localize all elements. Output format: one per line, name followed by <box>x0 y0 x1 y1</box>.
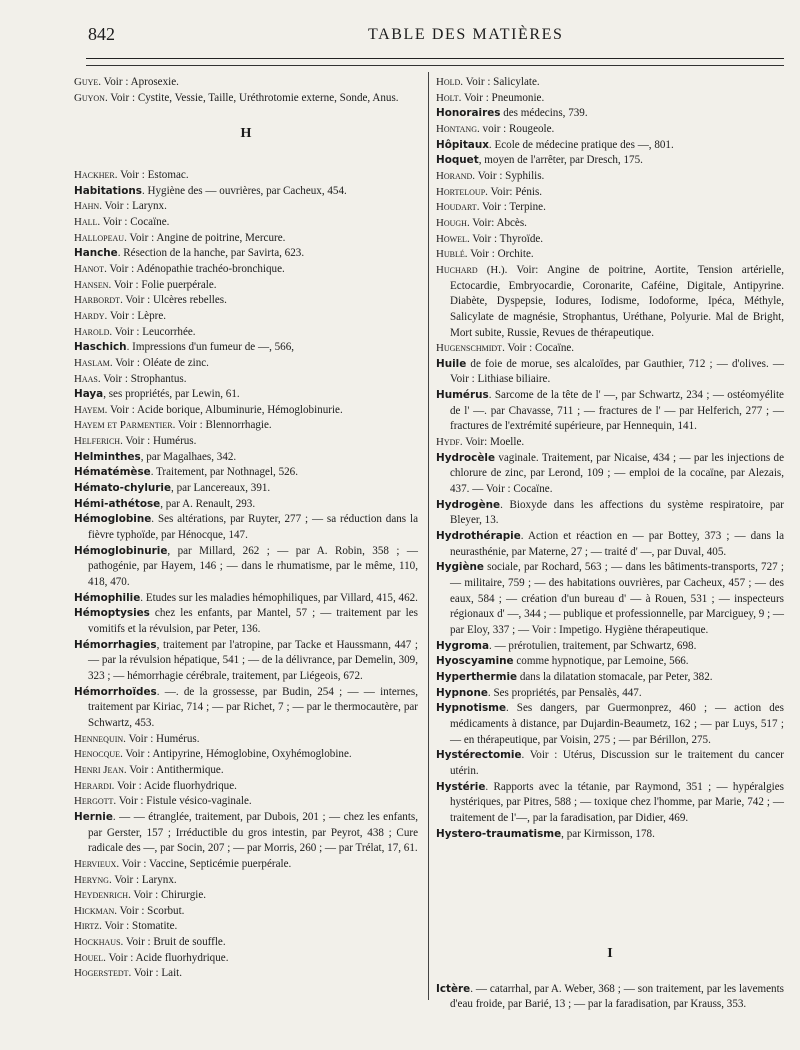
entry-heading: Hémato-chylurie <box>74 482 172 495</box>
index-entry <box>74 951 418 967</box>
entry-text: . Ses dangers, par Guermonprez, 460 ; — action des médicaments à distance, par Dujardin-Beaumetz, 162 ; — par Luys, 517 ; — en thérapeutique, par Voisin, 275 ; — par Bérillon, 275. <box>450 702 784 746</box>
entry-heading: Hergott <box>74 795 114 808</box>
entry-text: . Voir : Pneumonie. <box>458 91 545 104</box>
entry-heading: Hématémèse <box>74 466 151 479</box>
index-entry <box>74 356 418 372</box>
index-entry <box>436 106 784 122</box>
entry-heading: Hennequin <box>74 732 124 745</box>
entry-heading: Hyoscyamine <box>436 655 514 668</box>
entry-heading: Hyperthermie <box>436 670 518 683</box>
entry-heading: Hallopeau <box>74 231 125 244</box>
section-letter-i: I <box>607 946 613 962</box>
entry-heading: Hublé <box>436 248 465 261</box>
index-entry <box>74 418 418 434</box>
entry-heading: Hydf <box>436 436 460 449</box>
index-entry <box>74 857 418 873</box>
entry-heading: Horteloup <box>436 185 486 198</box>
entry-text: . — — étranglée, traitement, par Dubois, 201 ; — chez les enfants, par Gerster, 157 ; Irréductible du gros intestin, par Peyrot, 438 ; Cure radicale des —, par Socin, 207 ; — par Morris, 260 ; — par Trélat, 17, 61. <box>88 810 418 855</box>
index-entry <box>74 763 418 779</box>
entry-text: . Voir: Abcès. <box>466 216 527 229</box>
entry-heading: Henri Jean <box>74 763 124 776</box>
section-letter-h: H <box>240 126 252 142</box>
index-entry <box>74 372 418 388</box>
entry-heading: Hystérie <box>436 780 486 793</box>
running-title: TABLE DES MATIÈRES <box>368 26 564 43</box>
entry-heading: Herardi <box>74 779 112 792</box>
index-entry <box>436 498 784 529</box>
entry-text: chez les enfants, par Mantel, 57 ; — traitement par les vomitifs et la révulsion, par Peter, 136. <box>88 607 418 635</box>
entry-text: . Voir : Vaccine, Septicémie puerpérale. <box>116 857 292 870</box>
index-entry <box>74 606 418 637</box>
index-entry <box>436 169 784 185</box>
index-entry <box>436 654 784 670</box>
entry-text: . Ses altérations, par Ruyter, 277 ; — sa réduction dans la fièvre typhoïde, par Hénocque, 147. <box>88 513 418 542</box>
index-entry <box>436 153 784 169</box>
entry-heading: Hygroma <box>436 639 490 652</box>
index-entry <box>436 639 784 655</box>
index-entry <box>74 747 418 763</box>
index-entry <box>74 919 418 935</box>
index-entry <box>74 184 418 200</box>
index-entry <box>74 450 418 466</box>
entry-text: . Voir : Ulcères rebelles. <box>120 294 227 307</box>
entry-heading: Haas <box>74 372 98 385</box>
entry-heading: Hernie <box>74 810 113 823</box>
entry-text: . Voir : Angine de poitrine, Mercure. <box>124 231 286 244</box>
index-entry <box>74 262 418 278</box>
entry-heading: Hold <box>436 76 461 88</box>
index-entry <box>74 779 418 795</box>
index-entry <box>436 451 784 498</box>
entry-text: . — prérotulien, traitement, par Schwartz, 698. <box>489 639 697 652</box>
entry-heading: Hansen <box>74 278 109 291</box>
entry-text: . Sarcome de la tête de l' —, par Schwartz, 234 ; — ostéomyélite de l' —. par Chavasse, 711 ; — fractures de l' — par Helferich, 277 ; — fractures de l'extrémité supérieure, par Hennequin, 141. <box>450 389 784 433</box>
entry-heading: Hémoglobine <box>74 513 152 526</box>
entry-heading: Hystérectomie <box>436 749 522 762</box>
entry-text: . Action et réaction en — par Bottey, 373 ; — dans la neurasthénie, par Materne, 27 ; — traité d' —, par Duval, 405. <box>450 530 784 558</box>
entry-text: . Traitement, par Nothnagel, 526. <box>150 466 298 479</box>
index-entry <box>74 873 418 889</box>
entry-heading: Huchard (H.) <box>436 263 505 276</box>
entry-heading: Hugenschmidt <box>436 342 503 355</box>
entry-text: . Voir : Utérus, Discussion sur le traitement du cancer utérin. <box>450 749 784 777</box>
entry-text: . voir : Rougeole. <box>476 122 555 135</box>
entry-text: . Voir : Lait. <box>128 967 183 980</box>
entry-heading: Hanot <box>74 262 105 275</box>
index-entry <box>74 732 418 748</box>
entry-heading: Holt <box>436 91 459 104</box>
index-entry <box>436 748 784 779</box>
entry-text: . —. de la grossesse, par Budin, 254 ; — — internes, traitement par Kiriac, 714 ; — par Richet, 7 ; — par le thermocautère, par Schwartz, 453. <box>88 685 418 729</box>
entry-text: , moyen de l'arrêter, par Dresch, 175. <box>478 154 643 167</box>
entry-text: . Voir : Larynx. <box>99 200 167 213</box>
entry-heading: Hémorrhagies <box>74 638 157 651</box>
entry-heading: Hystero-traumatisme <box>436 827 562 840</box>
entry-text: . Bioxyde dans les affections du système respiratoire, par Bleyer, 13. <box>450 498 784 527</box>
index-entry <box>436 232 784 248</box>
index-entry <box>436 185 784 201</box>
entry-heading: Hirtz <box>74 920 100 933</box>
entry-text: . Voir: Angine de poitrine, Aortite, Tension artérielle, Ectocardie, Embryocardie, Coronarite, Caféine, Digitale, Antipyrine. Diabète, Dyspepsie, Iodures, Iodisme, Iodoforme, Ipéca, Méthyle, Salicylate de magnésie, Strophantus, Uréthane, Polyurie. Mal de Bright, Mort subite, Russie, Revues de thérapeutique. <box>450 263 784 339</box>
entry-text: . Voir : Leucorrhée. <box>109 325 196 338</box>
index-entry <box>436 75 784 91</box>
index-entry <box>436 200 784 216</box>
right-post-entries <box>436 982 784 1013</box>
index-entry <box>436 670 784 686</box>
entry-heading: Hayem <box>74 403 105 416</box>
index-entry <box>74 75 418 91</box>
entry-heading: Hervieux <box>74 857 117 870</box>
index-entry <box>436 982 784 1013</box>
entry-text: . Etudes sur les maladies hémophiliques, par Villard, 415, 462. <box>140 591 418 604</box>
entry-heading: Honoraires <box>436 107 501 120</box>
entry-heading: Hall <box>74 215 98 228</box>
entry-text: . Voir : Antithermique. <box>123 763 224 776</box>
entry-heading: Hypnotisme <box>436 702 507 715</box>
index-entry <box>74 935 418 951</box>
entry-text: des médecins, 739. <box>500 107 588 120</box>
entry-heading: Harbordt <box>74 294 121 307</box>
right-entries <box>436 75 784 842</box>
entry-heading: Hardy <box>74 309 105 322</box>
entry-heading: Hémoglobinurie <box>74 544 168 557</box>
entry-heading: Hémoptysies <box>74 607 150 620</box>
entry-text: . Impressions d'un fumeur de —, 566, <box>126 341 295 354</box>
index-entry <box>436 686 784 702</box>
entry-text: . Voir : Estomac. <box>114 168 189 181</box>
entry-heading: Hanche <box>74 247 118 260</box>
entry-heading: Hôpitaux <box>436 138 489 151</box>
entry-text: , par Magalhaes, 342. <box>140 450 237 463</box>
entry-heading: Hough <box>436 216 467 229</box>
entry-text: . Voir : Salicylate. <box>460 76 540 88</box>
entry-text: . Voir : Larynx. <box>108 873 177 886</box>
index-entry <box>436 435 784 451</box>
index-entry <box>74 810 418 857</box>
entry-heading: Haslam <box>74 356 110 369</box>
entry-text: , ses propriétés, par Lewin, 61. <box>103 388 240 401</box>
entry-heading: Hockhaus <box>74 936 121 949</box>
entry-text: . Résection de la hanche, par Savirta, 623. <box>117 247 305 260</box>
entry-heading: Guye <box>74 76 99 88</box>
header-rule-thick <box>86 58 784 59</box>
index-entry <box>436 341 784 357</box>
entry-text: . Voir : Folie puerpérale. <box>108 278 217 291</box>
index-entry <box>74 794 418 810</box>
index-entry <box>436 263 784 341</box>
index-entry <box>436 780 784 827</box>
entry-heading: Huile <box>436 357 467 370</box>
entry-heading: Hémi-athétose <box>74 497 161 510</box>
index-entry <box>74 685 418 732</box>
entry-heading: Hydrocèle <box>436 451 495 464</box>
index-entry <box>74 465 418 481</box>
entry-text: . Voir: Pénis. <box>485 185 543 198</box>
index-entry <box>74 497 418 513</box>
entry-heading: Heryng <box>74 873 109 886</box>
entry-heading: Hayem et Parmentier <box>74 419 173 432</box>
entry-text: comme hypnotique, par Lemoine, 566. <box>513 655 689 668</box>
index-entry <box>74 387 418 403</box>
index-entry <box>436 388 784 435</box>
index-entry <box>74 199 418 215</box>
entry-text: de foie de morue, ses alcaloïdes, par Gauthier, 712 ; — d'olives. — Voir : Lithiase biliaire. <box>450 357 784 386</box>
entry-text: sociale, par Rochard, 563 ; — dans les bâtiments-transports, 727 ; — militaire, 759 ; — des habitations ouvrières, par Cacheux, 457 ; — des eaux, 584 ; — création d'un bureau d' — à Rouen, 531 ; — inspecteurs régionaux d' —, 344 ; — publique et professionnelle, par Marciguey, 9 ; — par Eloy, 337 ; — Voir : Impetigo. Hygiène thérapeutique. <box>450 561 785 636</box>
entry-text: . Voir : Blennorrhagie. <box>172 419 272 432</box>
entry-heading: Ictère <box>436 982 471 995</box>
index-entry <box>74 340 418 356</box>
index-entry <box>74 403 418 419</box>
index-entry <box>74 246 418 262</box>
entry-text: . Voir : Antipyrine, Hémoglobine, Oxyhémoglobine. <box>120 748 352 761</box>
entry-heading: Helferich <box>74 435 121 448</box>
entry-text: , par Millard, 262 ; — par A. Robin, 358 ; — pathogénie, par Hayem, 146 ; — dans le rhumatisme, par le même, 110, 418, 470. <box>88 544 418 589</box>
entry-text: . Voir : Stomatite. <box>99 920 178 933</box>
entry-text: . Ses propriétés, par Pensalès, 447. <box>487 686 642 699</box>
entry-heading: Hypnone <box>436 686 488 699</box>
index-entry <box>74 966 418 982</box>
entry-text: vaginale. Traitement, par Nicaise, 434 ; — par les injections de chlorure de zinc, par Lerond, 109 ; — emploi de la cocaïne, par Alezais, 437. — Voir : Cocaïne. <box>450 451 784 496</box>
entry-text: . Voir : Acide borique, Albuminurie, Hémoglobinurie. <box>104 403 343 416</box>
left-column <box>74 75 418 982</box>
index-entry <box>74 293 418 309</box>
index-entry <box>74 904 418 920</box>
index-entry <box>436 216 784 232</box>
entry-text: . Voir : Acide fluorhydrique. <box>111 779 237 792</box>
entry-heading: Hydrogène <box>436 498 501 511</box>
index-entry <box>74 325 418 341</box>
entry-heading: Haya <box>74 388 104 401</box>
entry-heading: Hygiène <box>436 561 484 574</box>
entry-heading: Humérus <box>436 389 489 402</box>
entry-text: . Voir : Terpine. <box>476 201 546 214</box>
header-rule-thin <box>86 65 784 66</box>
entry-text: . — catarrhal, par A. Weber, 368 ; — son traitement, par les lavements d'eau froide, par Barié, 13 ; — par la faradisation, par Krauss, 353. <box>450 982 784 1011</box>
index-entry <box>436 247 784 263</box>
index-entry <box>436 827 784 843</box>
index-entry <box>436 122 784 138</box>
entry-text: . Hygiène des — ouvrières, par Cacheux, 454. <box>141 184 347 197</box>
entry-heading: Hahn <box>74 200 100 213</box>
entry-text: , par Lancereaux, 391. <box>171 482 271 495</box>
entry-heading: Haschich <box>74 341 127 354</box>
column-divider <box>428 72 429 1000</box>
entry-heading: Hackher <box>74 168 115 181</box>
entry-heading: Heydenrich <box>74 889 129 902</box>
index-entry <box>74 91 418 107</box>
page-number: 842 <box>88 24 115 44</box>
entry-text: . Voir : Humérus. <box>123 732 200 745</box>
left-pre-entries <box>74 75 418 106</box>
index-entry <box>74 638 418 685</box>
left-entries <box>74 168 418 982</box>
entry-text: . Rapports avec la tétanie, par Raymond, 351 ; — hypéralgies hystériques, par Pitres, 588 ; — toxique chez l'homme, par Marie, 742 ; — traitement de l'—, par la faradisation, par Didier, 469. <box>450 780 784 824</box>
entry-heading: Hémorrhoïdes <box>74 685 157 698</box>
index-entry <box>436 357 784 388</box>
index-entry <box>74 888 418 904</box>
entry-text: , traitement par l'atropine, par Tacke et Haussmann, 447 ; — par la révulsion hépatique, 541 ; — de la délivrance, par Demelin, 309, 323 ; — hémorrhagie cérébrale, traitement, par Liégeois, 672. <box>88 638 418 682</box>
entry-text: . Voir : Acide fluorhydrique. <box>103 951 229 964</box>
index-entry <box>74 278 418 294</box>
entry-text: . Voir : Lèpre. <box>104 309 167 322</box>
index-entry <box>436 138 784 154</box>
entry-heading: Houdart <box>436 201 477 214</box>
entry-text: . Voir: Moelle. <box>459 436 525 449</box>
entry-heading: Hogerstedt <box>74 967 129 980</box>
entry-heading: Hickman <box>74 904 115 917</box>
entry-heading: Habitations <box>74 184 142 197</box>
index-entry <box>436 91 784 107</box>
entry-text: , par A. Renault, 293. <box>160 497 256 510</box>
index-entry <box>74 231 418 247</box>
entry-text: . Voir : Bruit de souffle. <box>120 936 226 949</box>
right-column <box>436 75 784 1013</box>
entry-heading: Hoquet <box>436 154 479 167</box>
entry-heading: Howel <box>436 232 467 245</box>
index-entry <box>74 168 418 184</box>
entry-text: . Voir : Oléate de zinc. <box>109 356 209 369</box>
index-entry <box>74 215 418 231</box>
index-entry <box>74 309 418 325</box>
entry-text: . Voir : Cocaïne. <box>97 215 170 228</box>
entry-text: . Voir : Syphilis. <box>472 169 545 182</box>
entry-text: . Voir : Humérus. <box>120 435 197 448</box>
entry-heading: Henocque <box>74 748 121 761</box>
index-entry <box>436 529 784 560</box>
entry-text: . Ecole de médecine pratique des —, 801. <box>488 138 674 151</box>
index-entry <box>74 434 418 450</box>
entry-heading: Hémophilie <box>74 591 141 604</box>
entry-text: dans la dilatation stomacale, par Peter, 382. <box>517 670 713 683</box>
entry-text: . Voir : Scorbut. <box>114 904 185 917</box>
entry-text: . Voir : Aprosexie. <box>98 76 179 88</box>
entry-heading: Helminthes <box>74 450 141 463</box>
entry-text: . Voir : Strophantus. <box>97 372 187 385</box>
index-entry <box>74 544 418 591</box>
entry-text: . Voir : Chirurgie. <box>128 889 207 902</box>
entry-text: . Voir : Thyroïde. <box>466 232 544 245</box>
index-entry <box>436 560 784 638</box>
entry-heading: Houel <box>74 951 104 964</box>
index-entry <box>74 481 418 497</box>
entry-heading: Hontang <box>436 122 477 135</box>
entry-text: . Voir : Adénopathie trachéo-bronchique. <box>104 262 285 275</box>
entry-text: . Voir : Fistule vésico-vaginale. <box>113 795 252 808</box>
entry-heading: Guyon <box>74 91 105 104</box>
entry-heading: Horand <box>436 169 473 182</box>
entry-text: . Voir : Cocaïne. <box>502 342 575 355</box>
entry-heading: Harold <box>74 325 110 338</box>
entry-text: . Voir : Cystite, Vessie, Taille, Uréthrotomie externe, Sonde, Anus. <box>104 91 399 104</box>
index-entry <box>74 512 418 543</box>
index-entry <box>436 701 784 748</box>
entry-text: , par Kirmisson, 178. <box>561 827 655 840</box>
entry-heading: Hydrothérapie <box>436 530 521 543</box>
index-entry <box>74 591 418 607</box>
entry-text: . Voir : Orchite. <box>464 248 534 261</box>
